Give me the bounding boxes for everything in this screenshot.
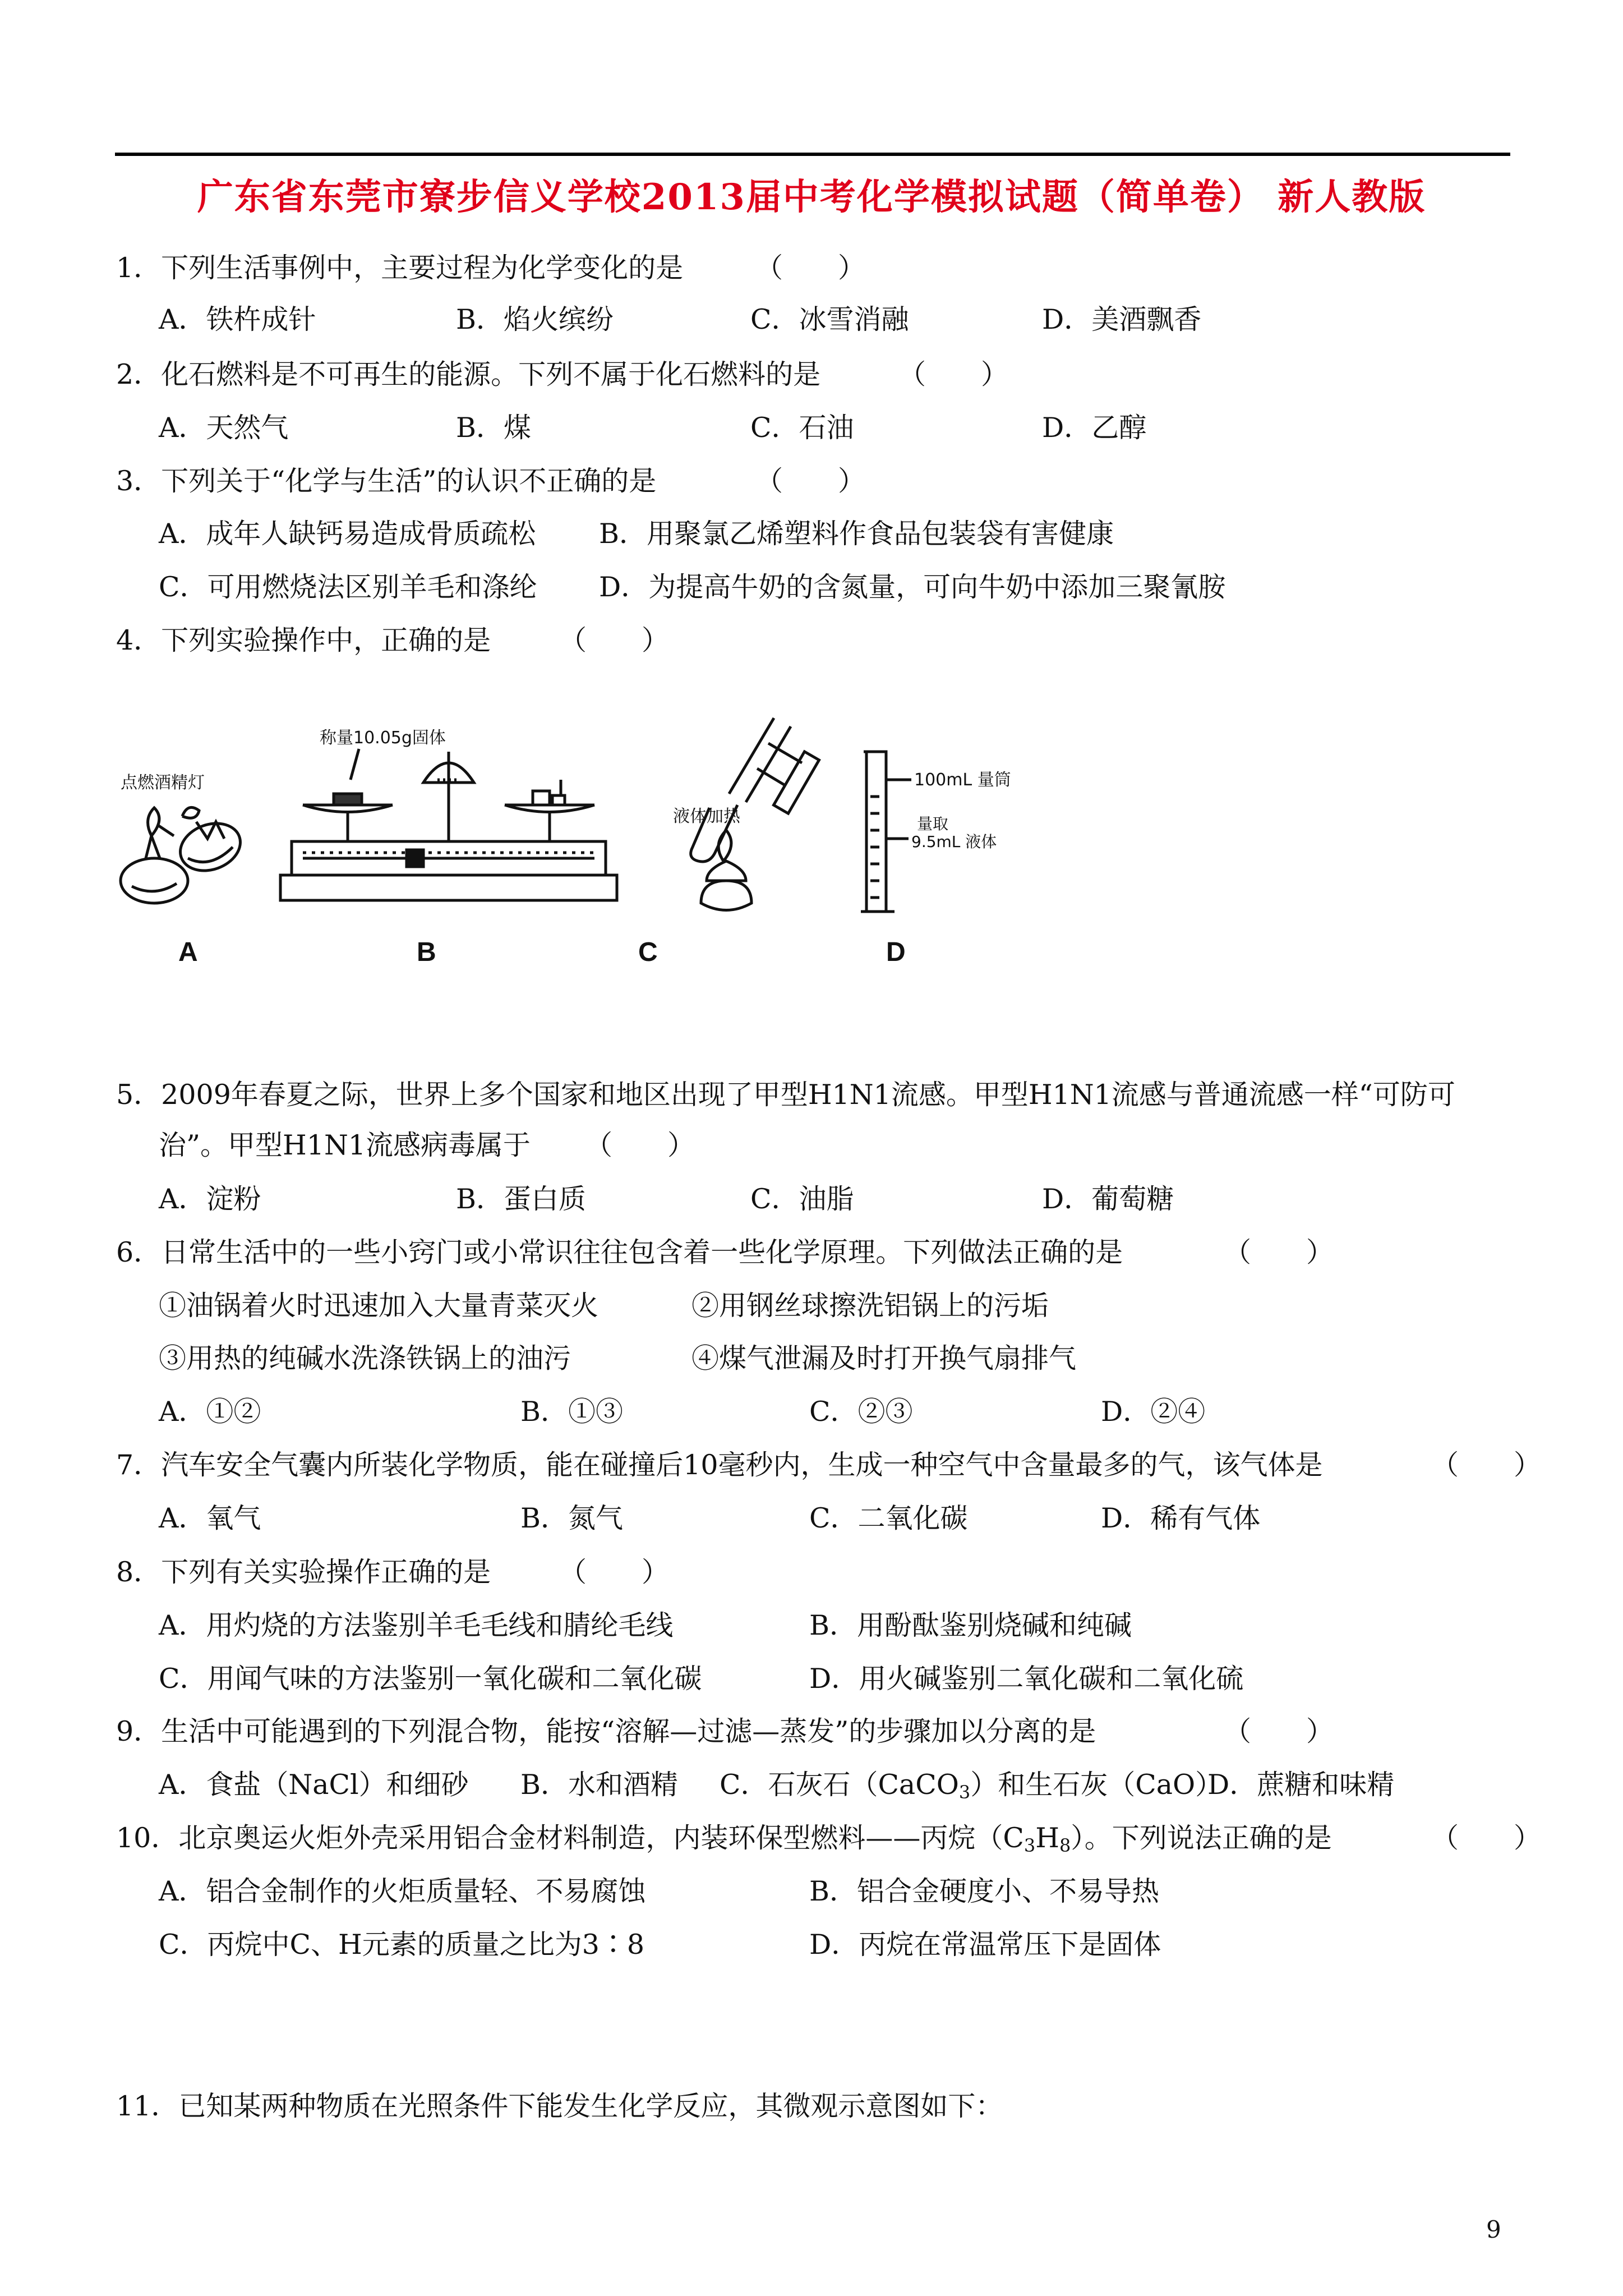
figure-d-caption-3: 9.5mL 液体 [911,832,997,851]
option-b: B．煤 [456,412,532,444]
option-c: C．二氧化碳 [809,1502,968,1534]
question-11: 11．已知某两种物质在光照条件下能发生化学反应，其微观示意图如下： [116,2090,1003,2122]
figure-d-caption-1: 100mL 量筒 [914,770,1011,790]
option-a: A．①② [159,1396,261,1428]
option-b: B．铝合金硬度小、不易导热 [809,1875,1160,1907]
figure-b-caption: 称量10.05g固体 [320,728,446,748]
option-d: D．蔗糖和味精 [1207,1769,1395,1801]
option-b: B．用酚酞鉴别烧碱和纯碱 [809,1609,1132,1641]
figure-label-b: B [417,937,436,967]
option-b: B．氮气 [520,1502,624,1534]
answer-paren: （ ） [755,465,866,497]
question-7-stem: 7．汽车安全气囊内所装化学物质，能在碰撞后10毫秒内，生成一种空气中含量最多的气，该气体是 [116,1449,1323,1481]
header-rule [115,153,1510,156]
page-number: 9 [1486,2216,1501,2243]
question-5-stem: 治”。甲型H1N1流感病毒属于 [159,1129,531,1161]
figure-a-caption: 点燃酒精灯 [121,773,205,793]
option-b: B．①③ [520,1396,624,1428]
figure-d-caption-2: 量取 [917,815,949,833]
option-a: A．天然气 [159,412,289,444]
option-c: C．石灰石（CaCO$_3$）和生石灰（CaO） [720,1769,1223,1803]
figure-label-d: D [886,937,906,967]
option-c: C．用闻气味的方法鉴别一氧化碳和二氧化碳 [159,1663,702,1695]
option-a: A．食盐（NaCl）和细砂 [159,1769,469,1801]
lab-operations-figure [112,696,1011,976]
item-2: ②用钢丝球擦洗铝锅上的污垢 [691,1290,1049,1322]
option-c: C．冰雪消融 [750,303,909,335]
question-1-stem: 1．下列生活事例中，主要过程为化学变化的是 [116,252,684,284]
question-8 [116,1556,670,1589]
option-c: C．丙烷中C、H元素的质量之比为3∶8 [159,1929,645,1961]
option-a: A．淀粉 [159,1183,261,1215]
question-9 [116,1715,1334,1749]
option-c: C．石油 [750,412,854,444]
answer-paren: （ ） [1224,1236,1334,1268]
option-a: A．氧气 [159,1502,261,1534]
answer-paren: （ ） [585,1129,695,1161]
option-a: A．成年人缺钙易造成骨质疏松 [159,518,536,550]
option-d: D．稀有气体 [1101,1502,1261,1534]
question-4 [116,624,670,657]
question-2 [116,358,1009,392]
question-6 [116,1236,1334,1269]
option-b: B．用聚氯乙烯塑料作食品包装袋有害健康 [599,518,1114,550]
figure-label-a: A [178,937,198,967]
answer-paren: （ ） [559,624,670,656]
item-4: ④煤气泄漏及时打开换气扇排气 [691,1342,1077,1374]
question-3 [116,464,866,498]
question-8-stem: 8．下列有关实验操作正确的是 [116,1556,491,1588]
option-d: D．为提高牛奶的含氮量，可向牛奶中添加三聚氰胺 [599,571,1226,603]
option-d: D．乙醇 [1042,412,1147,444]
question-1 [116,251,866,285]
answer-paren: （ ） [755,252,866,284]
question-7 [116,1448,1542,1482]
question-10-stem: 10．北京奥运火炬外壳采用铝合金材料制造，内装环保型燃料——丙烷$(C_3H_8)$。下列说法正确的是 [116,1822,1332,1856]
option-b: B．水和酒精 [520,1769,679,1801]
question-4-stem: 4．下列实验操作中，正确的是 [116,624,491,656]
question-6-stem: 6．日常生活中的一些小窍门或小常识往往包含着一些化学原理。下列做法正确的是 [116,1236,1123,1268]
option-d: D．用火碱鉴别二氧化碳和二氧化硫 [809,1663,1244,1695]
answer-paren: （ ） [1431,1449,1542,1481]
option-d: D．葡萄糖 [1042,1183,1174,1215]
question-10 [116,1821,1542,1856]
answer-paren: （ ） [559,1556,670,1588]
option-b: B．蛋白质 [456,1183,587,1215]
option-a: A．铝合金制作的火炬质量轻、不易腐蚀 [159,1875,646,1907]
option-a: A．铁杵成针 [159,303,316,335]
answer-paren: （ ） [1224,1715,1334,1747]
option-b: B．焰火缤纷 [456,303,614,335]
option-d: D．丙烷在常温常压下是固体 [809,1929,1161,1961]
item-3: ③用热的纯碱水洗涤铁锅上的油污 [159,1342,571,1374]
figure-c-test-tube-heating [673,718,819,910]
figure-a-alcohol-lamps [121,773,247,903]
answer-paren: （ ） [898,358,1009,390]
question-3-stem: 3．下列关于“化学与生活”的认识不正确的是 [116,465,657,497]
figure-b-balance [280,728,617,900]
question-5-line-1: 5．2009年春夏之际，世界上多个国家和地区出现了甲型H1N1流感。甲型H1N1流感与普通流感一样“可防可 [116,1079,1455,1111]
option-d: D．美酒飘香 [1042,303,1202,335]
option-c: C．油脂 [750,1183,854,1215]
question-2-stem: 2．化石燃料是不可再生的能源。下列不属于化石燃料的是 [116,358,821,390]
answer-paren: （ ） [1431,1822,1542,1854]
figure-label-c: C [638,937,658,967]
question-5-line-2 [159,1129,695,1162]
figure-d-graduated-cylinder [861,752,1011,912]
option-a: A．用灼烧的方法鉴别羊毛毛线和腈纶毛线 [159,1609,674,1641]
option-c: C．可用燃烧法区别羊毛和涤纶 [159,571,537,603]
item-1: ①油锅着火时迅速加入大量青菜灭火 [159,1290,599,1322]
option-c: C．②③ [809,1396,913,1428]
option-d: D．②④ [1101,1396,1206,1428]
question-9-stem: 9．生活中可能遇到的下列混合物，能按“溶解—过滤—蒸发”的步骤加以分离的是 [116,1715,1096,1747]
figure-c-caption: 液体加热 [673,807,740,826]
page-title: 广东省东莞市寮步信义学校2013届中考化学模拟试题（简单卷） 新人教版 [197,176,1426,218]
